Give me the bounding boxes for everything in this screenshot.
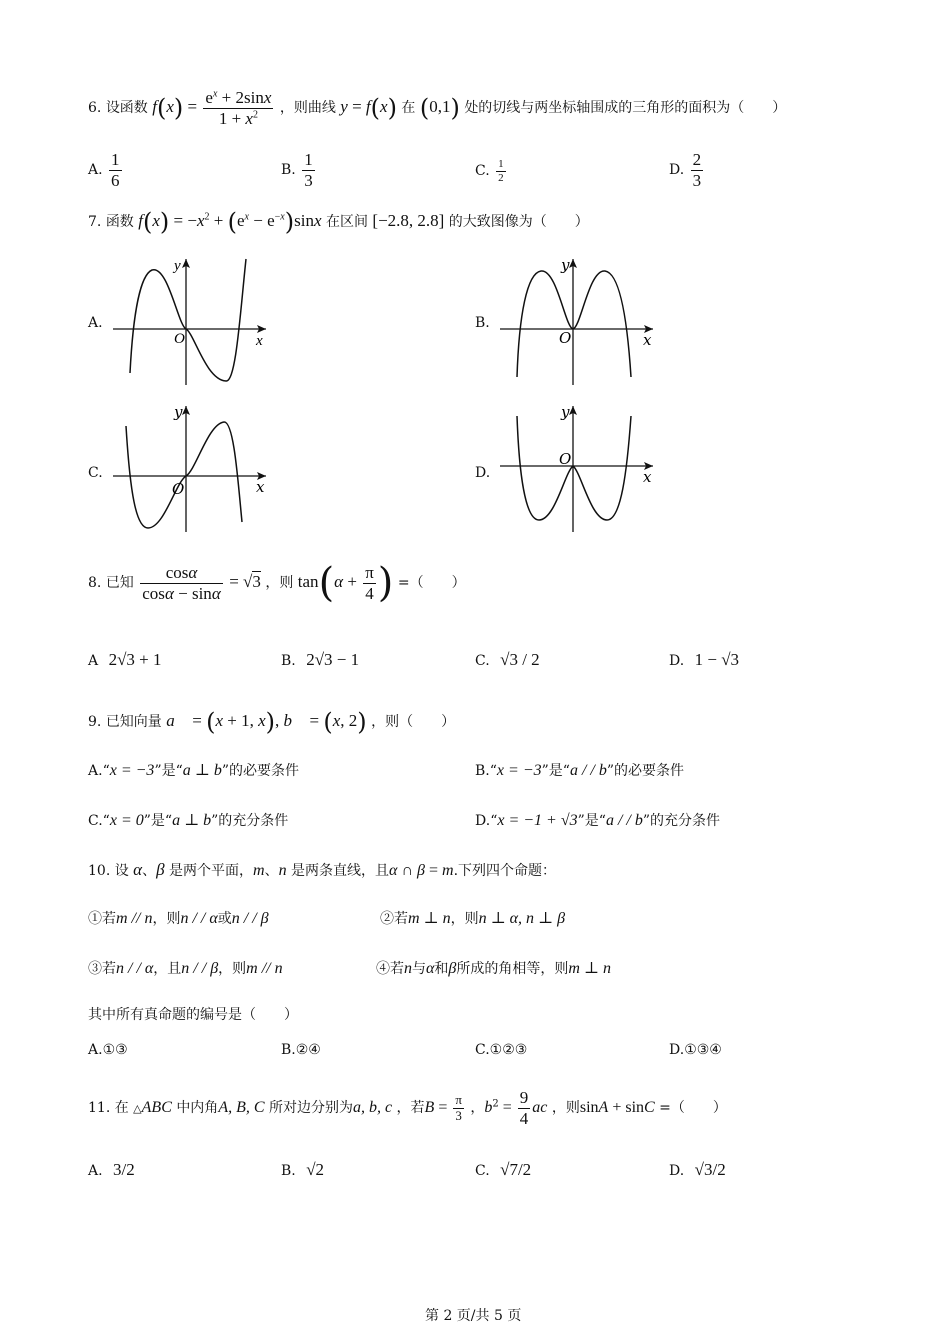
question-9-stem: 9. 已知向量 a⃗ = (x + 1, x), b⃗ = (x, 2) ，则（ ） — [88, 708, 456, 736]
question-number: 9. — [88, 714, 102, 730]
question-10-stem: 10. 设 α、β 是两个平面，m、n 是两条直线，且α ∩ β = m.下列四个命题： — [88, 860, 557, 879]
q9-option-b[interactable]: B.“x = −3”是“a / / b”的必要条件 — [475, 762, 685, 779]
svg-text:y: y — [561, 403, 570, 421]
q10-statement-4: ④若n与α和β所成的角相等，则m ⊥ n — [376, 960, 611, 977]
q10-statement-3: ③若n / / α，且n / / β，则m // n — [88, 960, 283, 977]
question-number: 11. — [88, 1100, 111, 1117]
svg-text:O: O — [559, 450, 572, 468]
q6-option-c[interactable]: C. $\frac{1}{2}$ — [475, 158, 504, 184]
svg-text:x: x — [256, 333, 263, 349]
q9-option-c[interactable]: C.“x = 0”是“a ⊥ b”的充分条件 — [88, 812, 289, 829]
q7-graph-d — [495, 402, 660, 537]
q7-option-c[interactable]: C. — [88, 465, 103, 481]
svg-text:x: x — [643, 468, 652, 486]
q6-option-d[interactable]: D. $\frac{2}{3}$ — [669, 150, 702, 190]
q11-option-c[interactable]: C. √7/2 — [475, 1160, 532, 1179]
q8-option-c[interactable]: C. √3 / 2 — [475, 650, 540, 669]
svg-text:y: y — [561, 256, 570, 274]
q6-option-b[interactable]: B. $\frac{1}{3}$ — [281, 150, 313, 190]
q10-option-c[interactable]: C.①②③ — [475, 1042, 528, 1058]
q8-option-a[interactable]: A 2√3 + 1 — [88, 650, 162, 669]
q10-statement-2: ②若m ⊥ n，则n ⊥ α, n ⊥ β — [380, 910, 566, 927]
q7-graph-c — [108, 402, 273, 537]
svg-text:x: x — [643, 331, 652, 349]
q7-option-a[interactable]: A. — [88, 315, 103, 331]
svg-text:x: x — [256, 478, 265, 496]
svg-text:y: y — [174, 258, 181, 274]
q10-option-b[interactable]: B.②④ — [281, 1042, 321, 1058]
svg-text:O: O — [174, 331, 185, 347]
question-number: 8. — [88, 575, 102, 591]
question-number: 10. — [88, 863, 111, 879]
q9-option-d[interactable]: D.“x = −1 + √3”是“a / / b”的充分条件 — [475, 812, 721, 829]
question-7-stem: 7. 函数 $f(x) = -x^2 + (e^x - e^{-x})\sin x$ 在区间 [−2.8, 2.8] 的大致图像为（ ） — [88, 208, 589, 236]
question-number: 6. — [88, 100, 102, 117]
question-11-stem: 11. 在 △ABC 中内角A, B, C 所对边分别为a, b, c ，若B = $\frac{\pi}{3}$ ，$b^2$ = $\frac{9}{4}$ ac ，则sinA + sinC =（ ） — [88, 1088, 727, 1128]
q7-option-d[interactable]: D. — [475, 465, 491, 481]
svg-text:O: O — [172, 480, 185, 498]
q8-option-b[interactable]: B. 2√3 − 1 — [281, 650, 360, 669]
page-footer: 第 2 页/共 5 页 — [425, 1308, 522, 1324]
q8-option-d[interactable]: D. 1 − √3 — [669, 650, 740, 669]
question-6-stem: 6. 设函数 f(x) = $\frac{e^x + 2\sin x}{1 + x^2}$ ，则曲线 y = f(x) 在 (0,1) 处的切线与两坐标轴围成的三角形的面积为（ ） — [88, 88, 787, 128]
function-fraction: $\frac{e^x + 2\sin x}{1 + x^2}$ — [205, 88, 272, 128]
q7-graph-a — [108, 255, 273, 390]
svg-text:y: y — [174, 403, 183, 421]
q9-option-a[interactable]: A.“x = −3”是“a ⊥ b”的必要条件 — [88, 762, 299, 779]
q10-statement-1: ①若m // n，则n / / α或n / / β — [88, 910, 269, 927]
q6-option-a[interactable]: A. $\frac{1}{6}$ — [88, 150, 120, 190]
svg-text:O: O — [559, 329, 572, 347]
q10-option-d[interactable]: D.①③④ — [669, 1042, 722, 1058]
question-8-stem: 8. 已知 $\frac{\cos\alpha}{\cos\alpha - \sin\alpha}$ = √3 ，则 tan(α + $\frac{\pi}{4}$ ) =（ ） — [88, 560, 466, 606]
q10-question: 其中所有真命题的编号是（ ） — [88, 1007, 298, 1023]
question-number: 7. — [88, 214, 102, 230]
q7-option-b[interactable]: B. — [475, 315, 490, 331]
q11-option-a[interactable]: A. 3/2 — [88, 1160, 135, 1179]
q11-option-d[interactable]: D. √3/2 — [669, 1160, 726, 1179]
q11-option-b[interactable]: B. √2 — [281, 1160, 325, 1179]
q10-option-a[interactable]: A.①③ — [88, 1042, 128, 1058]
q7-graph-b — [495, 255, 660, 390]
